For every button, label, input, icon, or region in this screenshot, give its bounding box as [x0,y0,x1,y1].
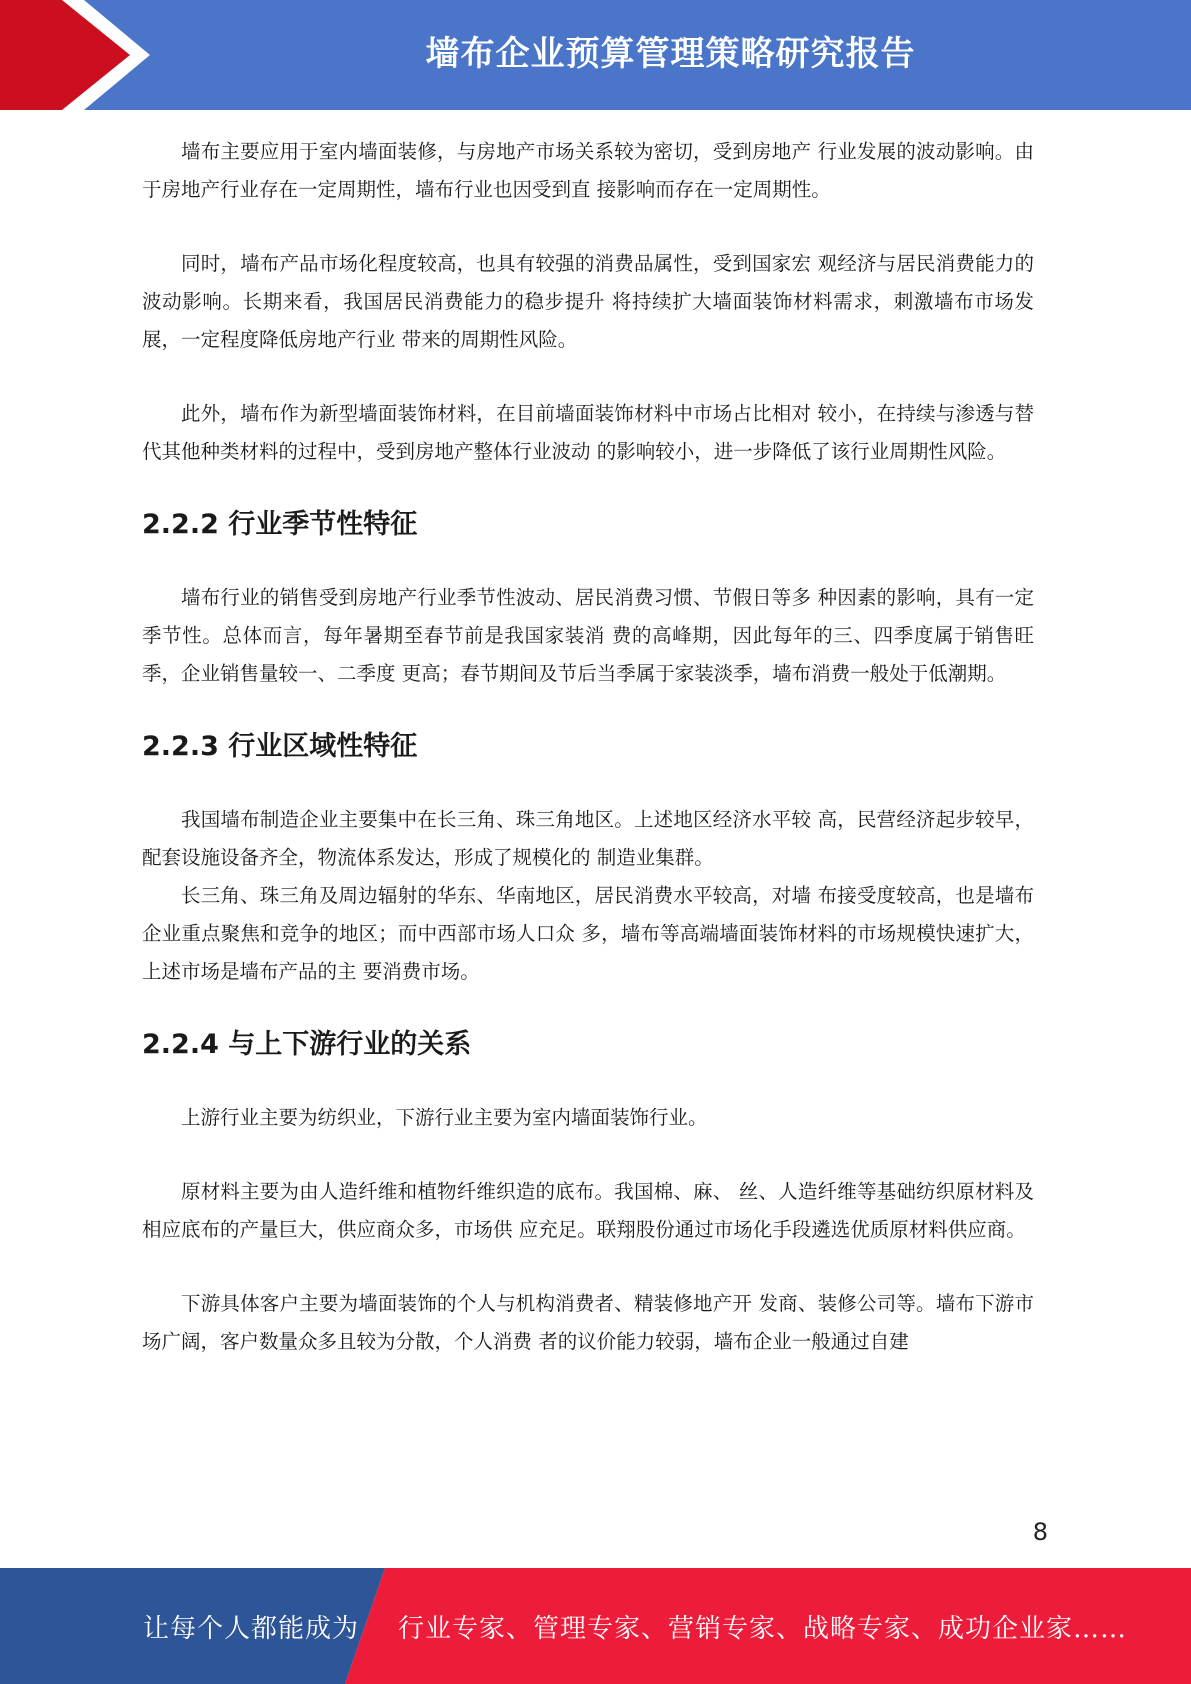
paragraph: 上游行业主要为纺织业，下游行业主要为室内墙面装饰行业。 [181,1106,708,1129]
paragraph: 同时，墙布产品市场化程度较高，也具有较强的消费品属性，受到国家宏 观经济与居民消费能力的波动影响。长期来看，我国居民消费能力的稳步提升 将持续扩大墙面装饰材料需求，刺激墙布市场发展，一定程度降低房地产行业 带来的周期性风险。 [142,252,1034,351]
paragraph: 原材料主要为由人造纤维和植物纤维织造的底布。我国棉、麻、 丝、人造纤维等基础纺织原材料及相应底布的产量巨大，供应商众多，市场供 应充足。联翔股份通过市场化手段遴选优质原材料供应商。 [142,1180,1034,1241]
paragraph: 下游具体客户主要为墙面装饰的个人与机构消费者、精装修地产开 发商、装修公司等。墙布下游市场广阔，客户数量众多且较为分散，个人消费 者的议价能力较弱，墙布企业一般通过自建 [142,1292,1034,1353]
footer-slogan-left: 让每个人都能成为 [143,1614,360,1644]
paragraph: 墙布主要应用于室内墙面装修，与房地产市场关系较为密切，受到房地产 行业发展的波动影响。由于房地产行业存在一定周期性，墙布行业也因受到直 接影响而存在一定周期性。 [142,140,1034,201]
paragraph: 我国墙布制造企业主要集中在长三角、珠三角地区。上述地区经济水平较 高，民营经济起步较早，配套设施设备齐全，物流体系发达，形成了规模化的 制造业集群。 [142,808,1034,869]
document-body [142,133,1034,1361]
paragraph: 长三角、珠三角及周边辐射的华东、华南地区，居民消费水平较高，对墙 布接受度较高，也是墙布企业重点聚焦和竞争的地区；而中西部市场人口众 多，墙布等高端墙面装饰材料的市场规模快速扩大，上述市场是墙布产品的主 要消费市场。 [142,884,1034,983]
page-header [0,0,1191,110]
section-heading-2-2-3: 2.2.3 行业区域性特征 [142,731,418,762]
section-heading-2-2-2: 2.2.2 行业季节性特征 [142,509,418,540]
paragraph: 墙布行业的销售受到房地产行业季节性波动、居民消费习惯、节假日等多 种因素的影响，具有一定季节性。总体而言，每年暑期至春节前是我国家装消 费的高峰期，因此每年的三、四季度属于销售旺季，企业销售量较一、二季度 更高；春节期间及节后当季属于家装淡季，墙布消费一般处于低潮期。 [142,586,1034,685]
footer-slogan-right: 行业专家、管理专家、营销专家、战略专家、成功企业家…… [398,1614,1128,1644]
page-number: 8 [1032,1518,1048,1546]
page-footer [0,1568,1191,1684]
header-title: 墙布企业预算管理策略研究报告 [425,34,916,74]
section-heading-2-2-4: 2.2.4 与上下游行业的关系 [142,1029,472,1060]
paragraph: 此外，墙布作为新型墙面装饰材料，在目前墙面装饰材料中市场占比相对 较小，在持续与渗透与替代其他种类材料的过程中，受到房地产整体行业波动 的影响较小，进一步降低了该行业周期性风险。 [142,402,1034,463]
